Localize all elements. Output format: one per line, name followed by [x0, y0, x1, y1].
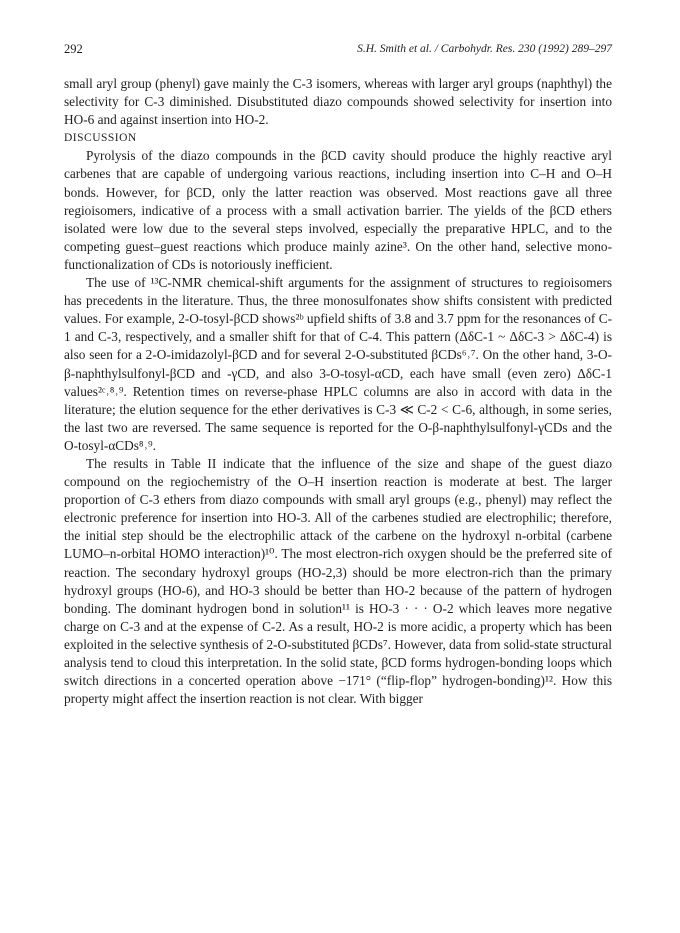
page-header [64, 40, 612, 58]
discussion-paragraph-1: Pyrolysis of the diazo compounds in the βCD cavity should produce the highly reactive aryl carbenes that are capable of undergoing various reactions, including insertion into C–H and O–H bonds. However, for βCD, only the latter reaction was observed. Most reactions gave all three regioisomers, indicative of a process with a small activation barrier. The yields of the βCD ethers isolated were low due to the several steps involved, especially the preparative HPLC, and to the competing guest–guest reactions which produce mainly azine³. On the other hand, selective mono-functionalization of CDs is notoriously inefficient. [64, 148, 612, 272]
running-head: S.H. Smith et al. / Carbohydr. Res. 230 (1992) 289–297 [357, 43, 612, 55]
discussion-paragraph-2: The use of ¹³C-NMR chemical-shift arguments for the assignment of structures to regioisomers has precedents in the literature. Thus, the three monosulfonates show shifts consistent with predicted values. For example, 2-O-tosyl-βCD shows²ᵇ upfield shifts of 3.8 and 3.7 ppm for the resonances of C-1 and C-3, respectively, and a smaller shift for that of C-4. This pattern (ΔδC-1 ~ ΔδC-3 > ΔδC-4) is also seen for a 2-O-imidazolyl-βCD and for several 2-O-substituted βCDs⁶˒⁷. On the other hand, 3-O-β-naphthylsulfonyl-βCD and -γCD, and also 3-O-tosyl-αCD, each have small (even zero) ΔδC-1 values²ᶜ˒⁸˒⁹. Retention times on reverse-phase HPLC columns are also in accord with data in the literature; the elution sequence for the ether derivatives is C-3 ≪ C-2 < C-6, although, in some series, the last two are reversed. The same sequence is reported for the O-β-naphthylsulfonyl-γCDs and the O-tosyl-αCDs⁸˒⁹. [64, 275, 612, 453]
page-number: 292 [64, 42, 83, 56]
section-heading: DISCUSSION [64, 132, 137, 145]
article-body [64, 75, 612, 708]
results-paragraph-end: small aryl group (phenyl) gave mainly the C-3 isomers, whereas with larger aryl groups (naphthyl) the selectivity for C-3 diminished. Disubstituted diazo compounds showed selectivity for insertion into HO-6 and against insertion into HO-2. [64, 76, 612, 128]
discussion-paragraph-3: The results in Table II indicate that the influence of the size and shape of the guest diazo compound on the regiochemistry of the O–H insertion reaction is moderate at best. The larger proportion of C-3 ethers from diazo compounds with small aryl groups (e.g., phenyl) may reflect the electronic preference for insertion into HO-3. All of the carbenes studied are electrophilic; therefore, the initial step should be the electrophilic attack of the carbene on the hydroxyl n-orbital (carbene LUMO–n-orbital HOMO interaction)¹⁰. The most electron-rich oxygen should be the preferred site of reaction. The secondary hydroxyl groups (HO-2,3) should be more electron-rich than the primary hydroxyl groups (HO-6), and HO-3 should be better than HO-2 because of the pattern of hydrogen bonding. The dominant hydrogen bond in solution¹¹ is HO-3 · · · O-2 which leaves more negative charge on C-3 and at the expense of C-2. As a result, HO-2 is more acidic, a property which has been exploited in the selective synthesis of 2-O-substituted βCDs⁷. However, data from solid-state structural analysis tend to cloud this interpretation. In the solid state, βCD forms hydrogen-bonding loops which switch directions in a concerted operation above −171° (“flip-flop” hydrogen-bonding)¹². How this property might affect the insertion reaction is not clear. With bigger [64, 455, 612, 707]
